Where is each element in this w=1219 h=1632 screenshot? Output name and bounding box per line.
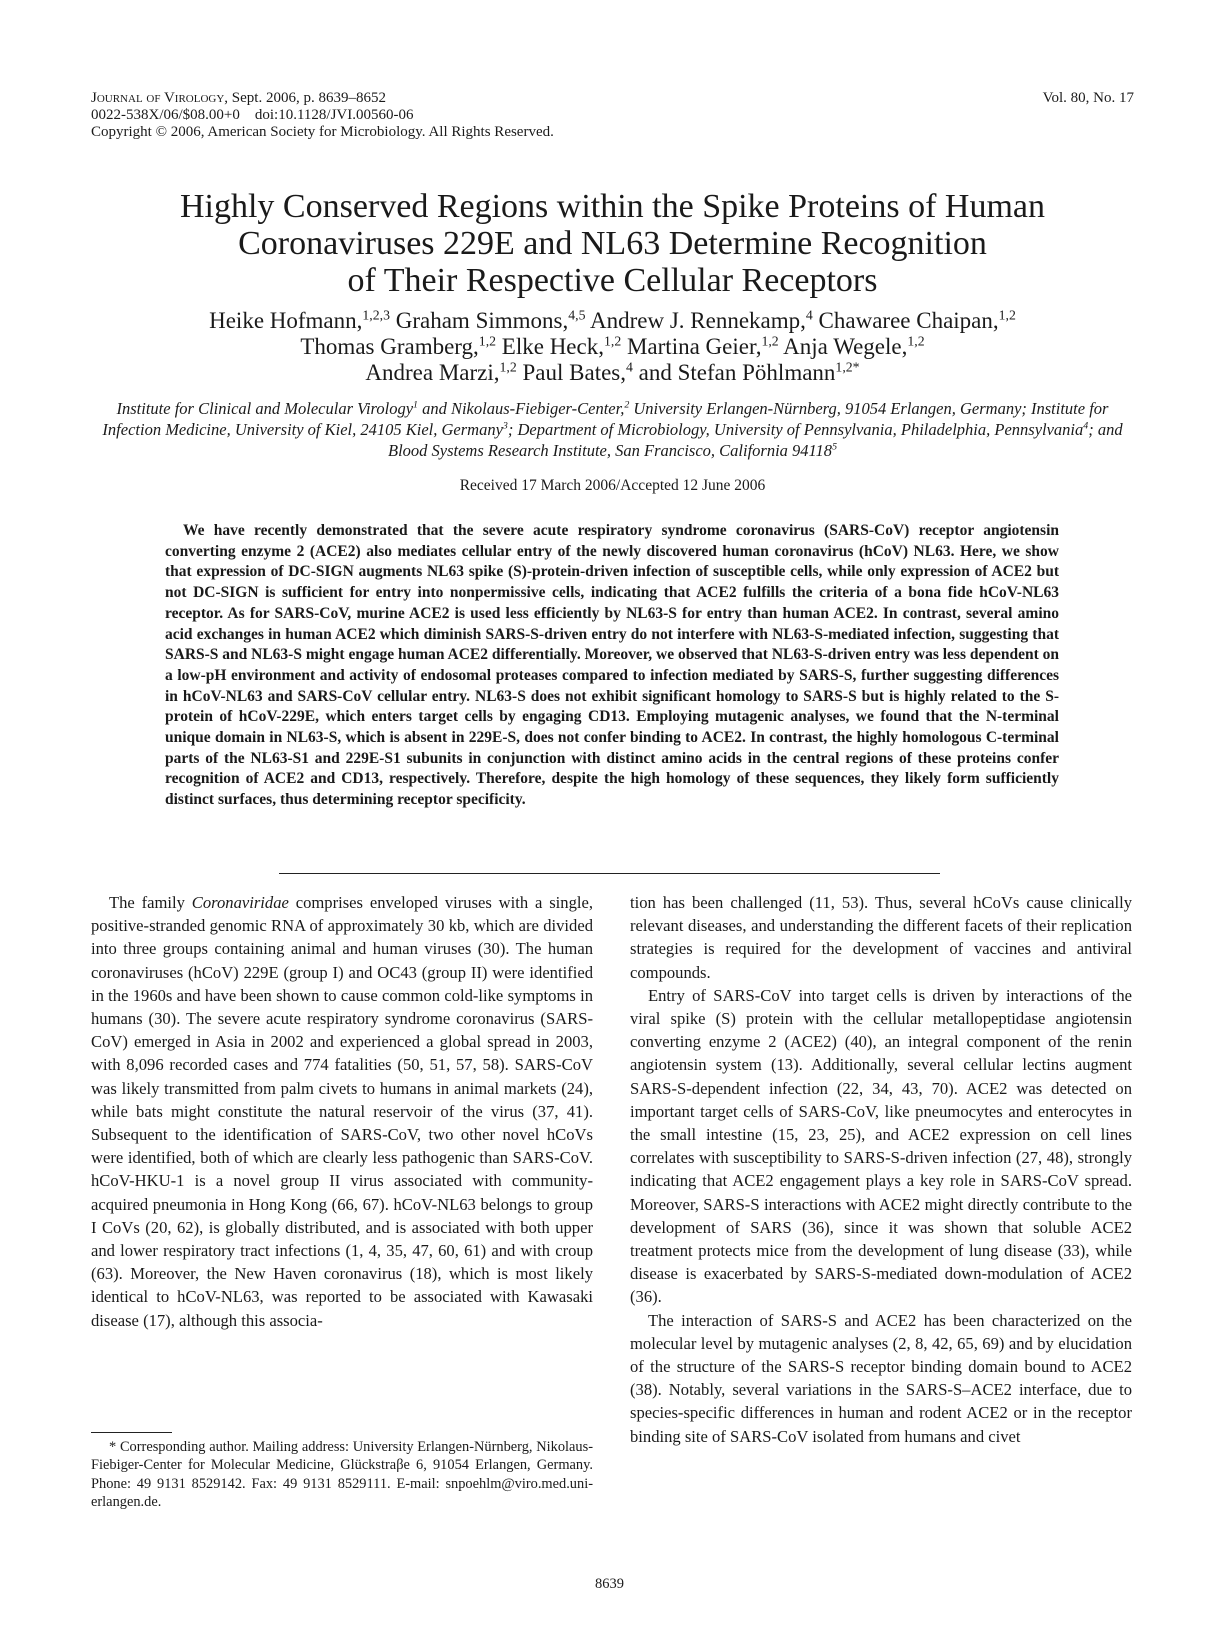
author-affil-sup: 4,5 xyxy=(568,307,586,323)
volume-issue: Vol. 80, No. 17 xyxy=(1042,90,1134,106)
article-title xyxy=(91,188,1134,299)
body-paragraph: The interaction of SARS-S and ACE2 has been characterized on the molecular level by mutagenic analyses (2, 8, 42, 65, 69) and by elucidation of the structure of the SARS-S receptor binding domain bound to ACE2 (38). Notably, several variations in the SARS-S–ACE2 interface, due to species-specific differences in human and rodent ACE2 or in the receptor binding site of SARS-CoV isolated from humans and civet xyxy=(630,1310,1132,1446)
journal-name: Journal of Virology xyxy=(91,90,225,106)
author-affil-sup: 1,2 xyxy=(761,333,779,349)
author-affil-sup: 1,2 xyxy=(478,333,497,349)
footnote-divider xyxy=(91,1432,172,1433)
affiliations: Institute for Clinical and Molecular Virology$^1$ and Nikolaus-Fiebiger-Center,$^2$ University Erlangen-Nürnberg, 91054 Erlangen, Germany; Institute for Infection Medicine, University of Kiel, 24105 Kiel, Germany$^3$; Department of Microbiology, University of Pennsylvania, Philadelphia, Pennsylvania$^4$; and Blood Systems Research Institute, San Francisco, California 94118$^5$ xyxy=(102,399,1123,460)
taxon-name: Coronaviridae xyxy=(191,893,289,912)
author-name: Andrea Marzi, xyxy=(365,360,500,385)
author-name: Elke Heck, xyxy=(496,334,604,359)
abstract: We have recently demonstrated that the severe acute respiratory syndrome coronavirus (SARS-CoV) receptor angiotensin converting enzyme 2 (ACE2) also mediates cellular entry of the newly discovered human coronavirus (hCoV) NL63. Here, we show that expression of DC-SIGN augments NL63 spike (S)-protein-driven infection of susceptible cells, while only expression of ACE2 but not DC-SIGN is sufficient for entry into nonpermissive cells, indicating that ACE2 fulfills the criteria of a bona fide hCoV-NL63 receptor. As for SARS-CoV, murine ACE2 is used less efficiently by NL63-S for entry than human ACE2. In contrast, several amino acid exchanges in human ACE2 which diminish SARS-S-driven entry do not interfere with NL63-S-mediated infection, suggesting that SARS-S and NL63-S might engage human ACE2 differentially. Moreover, we observed that NL63-S-driven entry was less dependent on a low-pH environment and activity of endosomal proteases compared to infection mediated by SARS-S, further suggesting differences in hCoV-NL63 and SARS-CoV cellular entry. NL63-S does not exhibit significant homology to SARS-S but is highly related to the S-protein of hCoV-229E, which enters target cells by engaging CD13. Employing mutagenic analyses, we found that the N-terminal unique domain in NL63-S, which is absent in 229E-S, does not confer binding to ACE2. In contrast, the highly homologous C-terminal parts of the NL63-S1 and 229E-S1 subunits in conjunction with distinct amino acids in the central regions of these proteins confer recognition of ACE2 and CD13, respectively. Therefore, despite the high homology of these sequences, they likely form sufficiently distinct surfaces, thus determining receptor specificity. xyxy=(165,522,1060,809)
page-number: 8639 xyxy=(595,1576,624,1592)
author-affil-sup: 1,2 xyxy=(603,333,622,349)
body-paragraph: The family Coronaviridae comprises enveloped viruses with a single, positive-stranded genomic RNA of approximately 30 kb, which are divided into three groups containing animal and human viruses (30). The human coronaviruses (hCoV) 229E (group I) and OC43 (group II) were identified in the 1960s and have been shown to cause common cold-like symptoms in humans (30). The severe acute respiratory syndrome coronavirus (SARS-CoV) emerged in Asia in 2002 and experienced a global spread in 2003, with 8,096 recorded cases and 774 fatalities (50, 51, 57, 58). SARS-CoV was likely transmitted from palm civets to humans in animal markets (24), while bats might constitute the natural reservoir of the virus (37, 41). Subsequent to the identification of SARS-CoV, two other novel hCoVs were identified, both of which are clearly less pathogenic than SARS-CoV. hCoV-HKU-1 is a novel group II virus associated with community-acquired pneumonia in Hong Kong (66, 67). hCoV-NL63 belongs to group I CoVs (20, 62), is globally distributed, and is associated with both upper and lower respiratory tract infections (1, 4, 35, 47, 60, 61) and with croup (63). Moreover, the New Haven coronavirus (18), which is most likely identical to hCoV-NL63, was reported to be associated with Kawasaki disease (17), although this associa- xyxy=(91,893,593,1330)
running-header xyxy=(91,90,1134,141)
author-name: Heike Hofmann, xyxy=(209,308,363,333)
title-line-1: Highly Conserved Regions within the Spike Proteins of Human xyxy=(179,188,1046,225)
abstract-divider xyxy=(279,873,940,874)
corresponding-author-footnote: * Corresponding author. Mailing address: University Erlangen-Nürnberg, Nikolaus-Fiebiger-Center for Molecular Medicine, Glückstraβe 6, 91054 Erlangen, Germany. Phone: 49 9131 8529142. Fax: 49 9131 8529111. E-mail: snpoehlm@viro.med.uni-erlangen.de. xyxy=(91,1439,593,1510)
copyright-line: Copyright © 2006, American Society for Microbiology. All Rights Reserved. xyxy=(91,124,554,140)
title-line-2: Coronaviruses 229E and NL63 Determine Recognition xyxy=(238,225,987,262)
author-line-1 xyxy=(91,308,1134,334)
author-affil-sup: 1,2 xyxy=(907,333,925,349)
journal-citation-line xyxy=(91,90,1134,107)
author-affil-sup: 1,2 xyxy=(998,307,1016,323)
body-paragraph: Entry of SARS-CoV into target cells is driven by interactions of the viral spike (S) protein with the cellular metallopeptidase angiotensin converting enzyme 2 (ACE2) (40), an integral component of the renin angiotensin system (13). Additionally, several cellular lectins augment SARS-S-dependent infection (22, 34, 43, 70). ACE2 was detected on important target cells of SARS-CoV, like pneumocytes and enterocytes in the small intestine (15, 23, 25), and ACE2 expression on cell lines correlates with susceptibility to SARS-S-driven infection (27, 48), strongly indicating that ACE2 engagement plays a key role in SARS-CoV spread. Moreover, SARS-S interactions with ACE2 might directly contribute to the development of SARS (36), since it was shown that soluble ACE2 treatment protects mice from the development of lung disease (33), while disease is exacerbated by SARS-S-mediated down-modulation of ACE2 (36). xyxy=(630,985,1132,1307)
author-name: Andrew J. Rennekamp, xyxy=(585,308,806,333)
citation-details: , Sept. 2006, p. 8639–8652 xyxy=(224,90,386,106)
author-affil-sup: 4 xyxy=(626,359,633,375)
author-name: Anja Wegele, xyxy=(778,334,908,359)
author-name: Paul Bates, xyxy=(516,360,627,385)
author-list xyxy=(91,308,1134,386)
received-accepted-dates: Received 17 March 2006/Accepted 12 June 2006 xyxy=(459,477,766,494)
body-column-left xyxy=(91,891,593,1332)
author-affil-sup: 1,2* xyxy=(835,359,860,375)
author-name: Thomas Gramberg, xyxy=(300,334,479,359)
author-affil-sup: 4 xyxy=(805,307,813,323)
title-line-3: of Their Respective Cellular Receptors xyxy=(347,262,878,299)
author-name: Martina Geier, xyxy=(621,334,762,359)
body-column-right xyxy=(630,891,1132,1448)
author-affil-sup: 1,2,3 xyxy=(362,307,390,323)
author-line-3 xyxy=(91,360,1134,386)
author-line-2 xyxy=(91,334,1134,360)
author-name: Chawaree Chaipan, xyxy=(812,308,999,333)
author-affil-sup: 1,2 xyxy=(499,359,517,375)
body-paragraph: tion has been challenged (11, 53). Thus, several hCoVs cause clinically relevant diseases, and understanding the different facets of their replication strategies is required for the development of vaccines and antiviral compounds. xyxy=(630,893,1132,982)
author-name: Graham Simmons, xyxy=(390,308,569,333)
issn-doi-line: 0022-538X/06/$08.00+0 doi:10.1128/JVI.00560-06 xyxy=(91,107,414,123)
author-name: and Stefan Pöhlmann xyxy=(632,360,836,385)
